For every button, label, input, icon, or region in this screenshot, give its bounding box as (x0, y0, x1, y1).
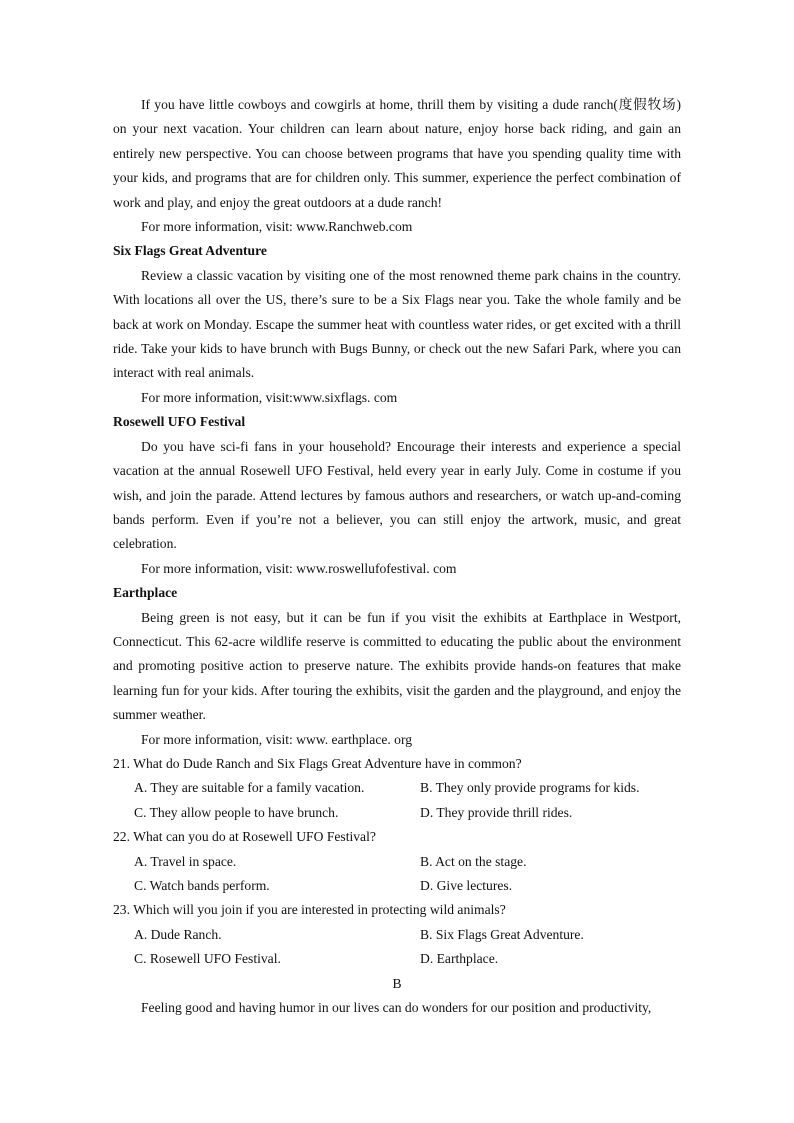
question-text: 22. What can you do at Rosewell UFO Festival? (113, 829, 376, 845)
option-c: C. They allow people to have brunch. (134, 804, 339, 820)
passage-b-label: B (392, 975, 402, 991)
option-d: D. Earthplace. (420, 951, 499, 967)
question-22 (113, 825, 681, 898)
option-b: B. Six Flags Great Adventure. (420, 926, 584, 942)
answer-options (113, 923, 681, 972)
answer-options (113, 776, 681, 825)
ufo-festival-info-line: For more information, visit: www.roswellufofestival. com (141, 560, 457, 576)
six-flags-paragraph: Review a classic vacation by visiting one of the most renowned theme park chains in the country. With locations all over the US, there’s sure to be a Six Flags near you. Take the whole family and be back at work on Monday. Escape the summer heat with countless water rides, or get excited with a thrill ride. Take your kids to have brunch with Bugs Bunny, or check out the new Safari Park, where you can interact with real animals. (113, 267, 681, 381)
question-text: 23. Which will you join if you are interested in protecting wild animals? (113, 902, 506, 918)
option-d: D. They provide thrill rides. (420, 804, 573, 820)
ufo-festival-paragraph: Do you have sci-fi fans in your household? Encourage their interests and experience a special vacation at the annual Rosewell UFO Festival, held every year in early July. Come in costume if you wish, and join the parade. Attend lectures by famous authors and researchers, or watch up-and-coming bands perform. Even if you’re not a believer, you can still enjoy the artwork, music, and great celebration. (113, 438, 681, 552)
option-b: B. They only provide programs for kids. (420, 780, 640, 796)
section-heading-earthplace: Earthplace (113, 585, 178, 601)
option-a: A. Travel in space. (134, 853, 237, 869)
question-text: 21. What do Dude Ranch and Six Flags Great Adventure have in common? (113, 755, 522, 771)
six-flags-info-line: For more information, visit:www.sixflags. com (141, 389, 398, 405)
earthplace-info-line: For more information, visit: www. earthplace. org (141, 731, 413, 747)
ranch-info-line: For more information, visit: www.Ranchweb.com (141, 219, 413, 235)
passage-b-first-line: Feeling good and having humor in our lives can do wonders for our position and productivity, (141, 1000, 652, 1016)
option-d: D. Give lectures. (420, 878, 513, 893)
section-heading-six-flags: Six Flags Great Adventure (113, 243, 267, 259)
intro-paragraph: If you have little cowboys and cowgirls at home, thrill them by visiting a dude ranch(度假牧场) on your next vacation. Your children can learn about nature, enjoy horse back riding, and gain an entirely new perspective. You can choose between programs that have you spending quality time with your kids, and programs that are for children only. This summer, experience the perfect combination of work and play, and enjoy the great outdoors at a dude ranch! (113, 97, 681, 210)
option-b: B. Act on the stage. (420, 853, 527, 869)
option-c: C. Watch bands perform. (134, 878, 270, 893)
option-a: A. They are suitable for a family vacation. (134, 780, 365, 796)
option-a: A. Dude Ranch. (134, 926, 222, 942)
section-heading-ufo-festival: Rosewell UFO Festival (113, 414, 246, 430)
question-21 (113, 752, 681, 825)
document-page (113, 93, 681, 1020)
earthplace-paragraph: Being green is not easy, but it can be fun if you visit the exhibits at Earthplace in Westport, Connecticut. This 62-acre wildlife reserve is committed to educating the public about the environment and promoting positive action to preserve nature. The exhibits provide hands-on features that make learning fun for your kids. After touring the exhibits, visit the garden and the playground, and enjoy the summer weather. (113, 609, 681, 723)
question-23 (113, 898, 681, 971)
answer-options (113, 850, 681, 899)
option-c: C. Rosewell UFO Festival. (134, 951, 281, 967)
